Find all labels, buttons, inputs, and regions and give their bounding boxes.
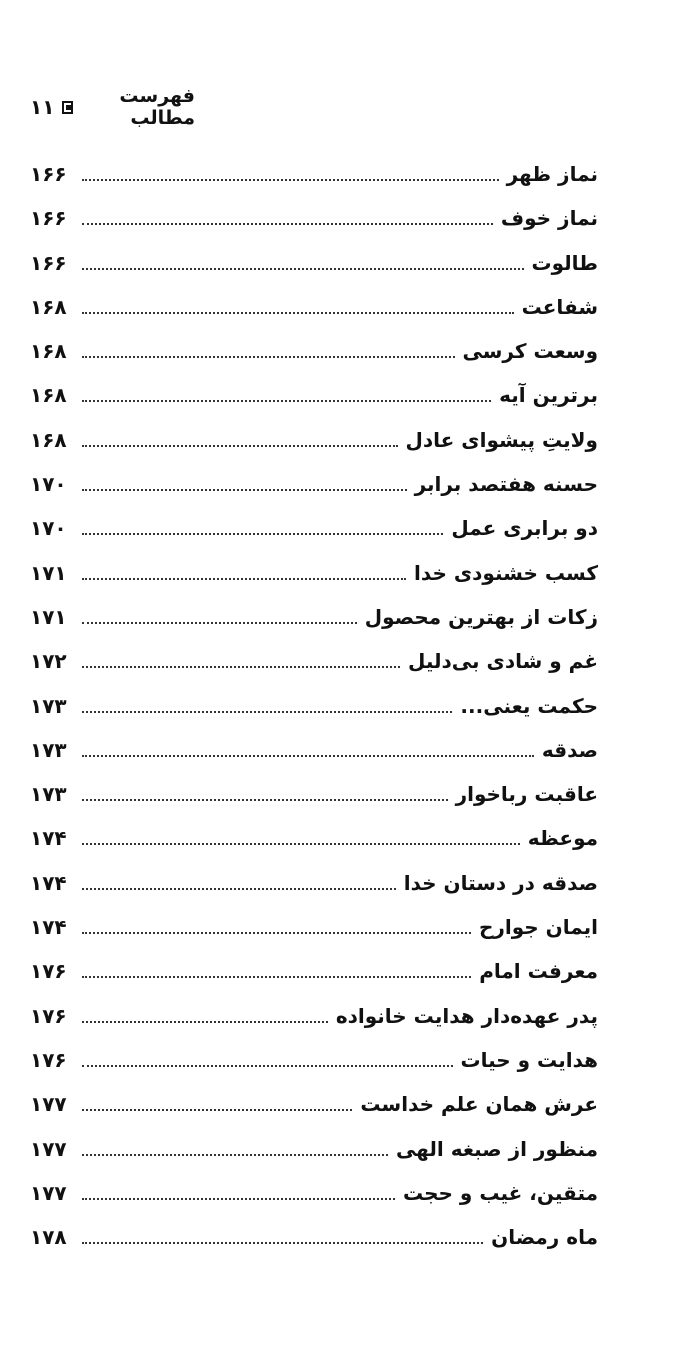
toc-entry-page: ۱۷۷ <box>30 1136 67 1161</box>
dot-leader <box>82 843 520 845</box>
dot-leader <box>82 312 514 314</box>
running-header <box>30 85 195 129</box>
square-ornament-icon <box>62 101 73 114</box>
toc-entry-title: زکات از بهترین محصول <box>364 604 598 629</box>
toc-entry-page: ۱۷۴ <box>30 826 67 851</box>
toc-entry <box>30 418 598 462</box>
toc-entry-title: نماز ظهر <box>506 162 598 186</box>
toc-entry-title: ولایتِ پیشوای عادل <box>405 427 598 452</box>
dot-leader <box>82 1242 483 1244</box>
toc-entry <box>30 506 598 550</box>
toc-entry-title: وسعت کرسی <box>462 339 598 364</box>
dot-leader <box>82 533 443 535</box>
toc-entry-title: ایمان جوارح <box>478 915 598 940</box>
dot-leader <box>82 268 524 270</box>
toc-entry-page: ۱۷۳ <box>30 737 67 762</box>
toc-entry-title: نماز خوف <box>500 206 598 231</box>
toc-entry-title: موعظه <box>527 826 598 851</box>
dot-leader <box>82 400 491 402</box>
toc-entry-page: ۱۷۳ <box>30 782 67 807</box>
toc-entry <box>30 1127 598 1171</box>
toc-entry-page: ۱۷۶ <box>30 1047 67 1072</box>
toc-entry-page: ۱۶۸ <box>30 339 67 364</box>
toc-entry-title: عرش همان علم خداست <box>360 1092 598 1117</box>
toc-entry-page: ۱۶۶ <box>30 206 67 231</box>
dot-leader <box>82 1154 388 1156</box>
dot-leader <box>82 1109 352 1111</box>
toc-entry-title: هدایت و حیات <box>460 1047 598 1072</box>
toc-entry-title: عاقبت رباخوار <box>455 782 598 807</box>
toc-entry <box>30 816 598 860</box>
toc-entry <box>30 329 598 373</box>
toc-entry-page: ۱۶۶ <box>30 250 67 275</box>
toc-entry-title: کسب خشنودی خدا <box>414 560 598 585</box>
toc-entry <box>30 728 598 772</box>
toc-entry-page: ۱۷۷ <box>30 1092 67 1117</box>
toc-entry-page: ۱۷۷ <box>30 1180 67 1205</box>
toc-entry <box>30 1171 598 1215</box>
toc-entry <box>30 241 598 285</box>
toc-entry-page: ۱۷۱ <box>30 560 67 585</box>
toc-entry <box>30 905 598 949</box>
toc-entry-page: ۱۷۱ <box>30 604 67 629</box>
toc-entry-page: ۱۶۸ <box>30 427 67 452</box>
toc-entry <box>30 285 598 329</box>
dot-leader <box>82 223 493 225</box>
toc-entry-page: ۱۷۴ <box>30 870 67 895</box>
dot-leader <box>82 1021 328 1023</box>
toc-entry <box>30 772 598 816</box>
toc-entry-title: صدقه <box>541 737 598 762</box>
toc-entry-page: ۱۷۲ <box>30 649 67 674</box>
toc-entry-title: حکمت یعنی... <box>460 693 598 718</box>
toc-entry <box>30 1038 598 1082</box>
toc-entry <box>30 684 598 728</box>
dot-leader <box>82 622 357 624</box>
toc-entry-title: غم و شادی بی‌دلیل <box>408 649 598 674</box>
toc-entry-title: حسنه هفتصد برابر <box>414 472 598 497</box>
toc-entry <box>30 196 598 240</box>
toc-entry <box>30 639 598 683</box>
toc-entry-page: ۱۷۰ <box>30 516 67 541</box>
toc-entry <box>30 949 598 993</box>
dot-leader <box>82 578 406 580</box>
dot-leader <box>82 888 396 890</box>
dot-leader <box>82 976 471 978</box>
toc-entry-page: ۱۷۰ <box>30 472 67 497</box>
dot-leader <box>82 666 400 668</box>
toc-entry <box>30 994 598 1038</box>
toc-entry-title: ماه رمضان <box>491 1225 598 1250</box>
toc-entry-title: منظور از صبغه الهی <box>395 1136 598 1161</box>
toc-entry-page: ۱۷۸ <box>30 1225 67 1250</box>
running-header-page-number: ۱۱ <box>30 95 55 119</box>
toc-entry-title: متقین، غیب و حجت <box>402 1180 598 1205</box>
toc-entry-title: صدقه در دستان خدا <box>403 870 598 895</box>
toc-entry <box>30 373 598 417</box>
toc-entry <box>30 152 598 196</box>
toc-entry <box>30 1215 598 1259</box>
dot-leader <box>82 711 452 713</box>
dot-leader <box>82 1198 395 1200</box>
toc-entry-title: پدر عهده‌دار هدایت خانواده <box>335 1003 598 1028</box>
toc-entry <box>30 861 598 905</box>
toc-entry <box>30 462 598 506</box>
dot-leader <box>82 445 398 447</box>
toc-entry-title: دو برابری عمل <box>451 516 598 541</box>
toc-entry-page: ۱۷۳ <box>30 693 67 718</box>
toc-entry <box>30 1082 598 1126</box>
toc-entry-page: ۱۷۴ <box>30 915 67 940</box>
toc-entry-page: ۱۷۶ <box>30 959 67 984</box>
toc-entry-page: ۱۷۶ <box>30 1003 67 1028</box>
dot-leader <box>82 179 499 181</box>
dot-leader <box>82 932 471 934</box>
dot-leader <box>82 1065 453 1067</box>
toc-entry-title: معرفت امام <box>479 959 598 984</box>
dot-leader <box>82 489 407 491</box>
toc-entry-page: ۱۶۸ <box>30 294 67 319</box>
toc-entry-page: ۱۶۸ <box>30 383 67 408</box>
toc-entry <box>30 595 598 639</box>
toc-entry-page: ۱۶۶ <box>30 162 67 186</box>
running-header-title: فهرست مطالب <box>119 85 195 129</box>
table-of-contents <box>30 152 598 1259</box>
dot-leader <box>82 356 455 358</box>
dot-leader <box>82 755 534 757</box>
toc-entry-title: طالوت <box>531 250 598 275</box>
dot-leader <box>82 799 448 801</box>
toc-entry-title: برترین آیه <box>499 383 598 408</box>
toc-entry <box>30 551 598 595</box>
toc-entry-title: شفاعت <box>521 294 598 319</box>
